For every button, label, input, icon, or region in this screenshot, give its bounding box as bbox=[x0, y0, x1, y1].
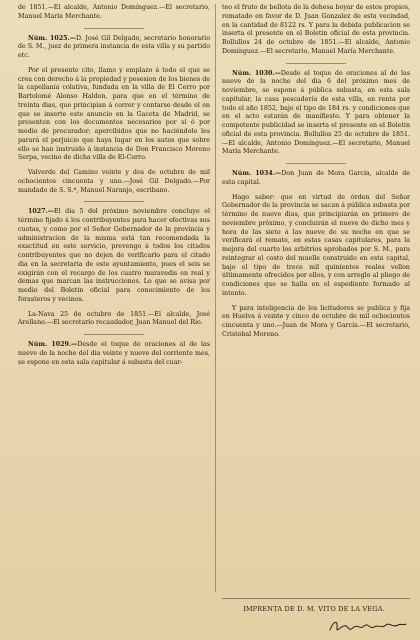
column-divider bbox=[215, 4, 216, 592]
notice-1025-body bbox=[18, 67, 210, 163]
notice-1025-signature bbox=[18, 169, 210, 195]
notice-text: Hago saber: que en virtud de órden del Señor Gobernador de la provincia se sacan á pública subasta por término de nueve dias, que principiarán en primero de noviembre próximo, y concluirán el nueve de dicho mes y hora de las siete á las nueve de su noche en que se verificará el remate, en estas casas capitulares, para la mejora del cuarto los arbitrios aprobados por S. M., para reintegrar el costo del muelle construido en esta capital, bajo el tipo de trece mil quinientos reales vellon últimamente ofrecidos por ellos, y con arreglo al pliego de condiciones que se halla en el espediente formado al intento. bbox=[222, 193, 410, 297]
notice-number: Núm. 1025.— bbox=[28, 34, 76, 42]
notice-number: 1027.— bbox=[28, 208, 55, 216]
separator-line bbox=[84, 201, 144, 202]
separator-line bbox=[84, 28, 144, 29]
notice-1030 bbox=[222, 70, 410, 158]
notice-text: Desde el toque de oraciones al de las nueve de la noche del dia 6 del próximo mes de noviembre, se espone á pública subasta, en esta sala capitular, la casa pescadería de esta villa, en renta por todo el año 1852, bajo el tipo de 184 rs. y condiciones que en el acto estarán de manifiesto. Y para obtener la competente publicidad se inserta el presente en el Boletin oficial de esta provincia. Bollullos 25 de octubre de 1851.—El alcalde, Antonio Domínguez.—El secretario, Manuel María Merchante. bbox=[222, 69, 410, 156]
notice-text: Por el presente cito, llamo y emplazo á todo el que se crea con derecho á la propiedad y posesion de los bienes de la capellanía colativa, fundada en la villa de El Cerro por Bartolomé Alonso Haldon, para que en el término de treinta dias, que principian á correr y contarse desde el en que se inserte este anuncio en la Gaceta de Madrid, se presenten con los documentos necesarios por sí ó por medio de procurador; apercibidos que no haciéndolo les parará el perjuicio que haya lugar en los autos que sobre ello se han instruido á instancia de Don Francisco Moreno Serpa, vecino de dicha villa de El-Cerro. bbox=[18, 66, 210, 162]
notice-1029 bbox=[18, 341, 210, 367]
notice-number: Núm. 1034.— bbox=[232, 170, 282, 177]
left-column bbox=[18, 4, 210, 367]
notice-1029-continued bbox=[222, 4, 410, 57]
notice-text: Valverde del Camino veinte y dos de octubre de mil ochocientos cincuenta y uno.—José Gil Delgado.—Por mandado de S. S.ª, Manuel Naranjo, escribano. bbox=[18, 169, 210, 194]
notice-1025 bbox=[18, 35, 210, 61]
separator-line bbox=[286, 63, 346, 64]
imprint-line: IMPRENTA DE D. M. VITO DE LA VEGA. bbox=[243, 605, 385, 613]
notice-text: Desde el toque de oraciones al de las nueve de la noche del dia veinte y nueve del corriente mes, se espone en esta sala capitular á subasta del cuar- bbox=[18, 341, 210, 366]
notice-1027 bbox=[18, 208, 210, 304]
notice-1027-signature bbox=[18, 311, 210, 329]
notice-1034 bbox=[222, 170, 410, 188]
handwritten-signature bbox=[328, 616, 408, 636]
notice-text: Y para inteligencia de los licitadores se publica y fija en Huelva á veinte y cinco de octubre de mil ochocientos cincuenta y uno.—Juan de Mora y García.—El secretario, Cristobal Moreno. bbox=[222, 304, 410, 338]
notice-text: teo el fruto de bellota de la dehesa boyar de estos propios, rematado en favor de D. Juan Gonzalez de esta vecindad, en la cantidad de 8122 rs. Y para la debida publicacion se inserta el presente en el Boletin oficial de esta provincia. Bollullos 24 de octubre de 1851.—El alcalde, Antonio Domínguez.—El secretario, Manuel María Merchante. bbox=[222, 4, 410, 55]
notice-1034-body bbox=[222, 194, 410, 299]
separator-line bbox=[84, 334, 144, 335]
notice-text: Don Juan de Mora García, alcalde de esta capital. bbox=[222, 170, 410, 186]
notice-closing-1851 bbox=[18, 4, 210, 22]
notice-text: La-Nava 25 de octubre de 1851.—El alcalde, José Arellano.—El secretario recaudador, Juan Manuel del Rio. bbox=[18, 310, 210, 327]
notice-text: El dia 5 del próximo noviembre concluye el término fijado á los contribuyentes para hacer efectivas sus cuotas, y como por el Señor Gobernador de la provincia y administracion de la misma está tan recomendada la exactitud en este servicio, prevengo á todos los citados contribuyentes que no dejen de verificarlo para el citado dia en la secretaria de este ayuntamiento, pues el seis se exigirán con el recargo de los cuatro maravedis en real y demas que marcan las instrucciones. Lo que se avisa por medio del Boletin oficial para conocimiento de los forasteros y vecinos. bbox=[18, 208, 210, 303]
notice-text: de 1851.—El alcalde, Antonio Domínguez.—El secretario, Manuel María Merchante. bbox=[18, 4, 210, 20]
notice-text: D. José Gil Delgado, secretario honorario de S. M., juez de primera instancia de esta villa y su partido etc. bbox=[18, 34, 210, 59]
separator-line bbox=[286, 163, 346, 164]
notice-number: Núm. 1030.— bbox=[232, 69, 281, 77]
right-column bbox=[222, 4, 410, 340]
imprint-rule bbox=[222, 598, 410, 599]
notice-1034-signature bbox=[222, 305, 410, 340]
notice-number: Núm. 1029.— bbox=[28, 341, 78, 348]
